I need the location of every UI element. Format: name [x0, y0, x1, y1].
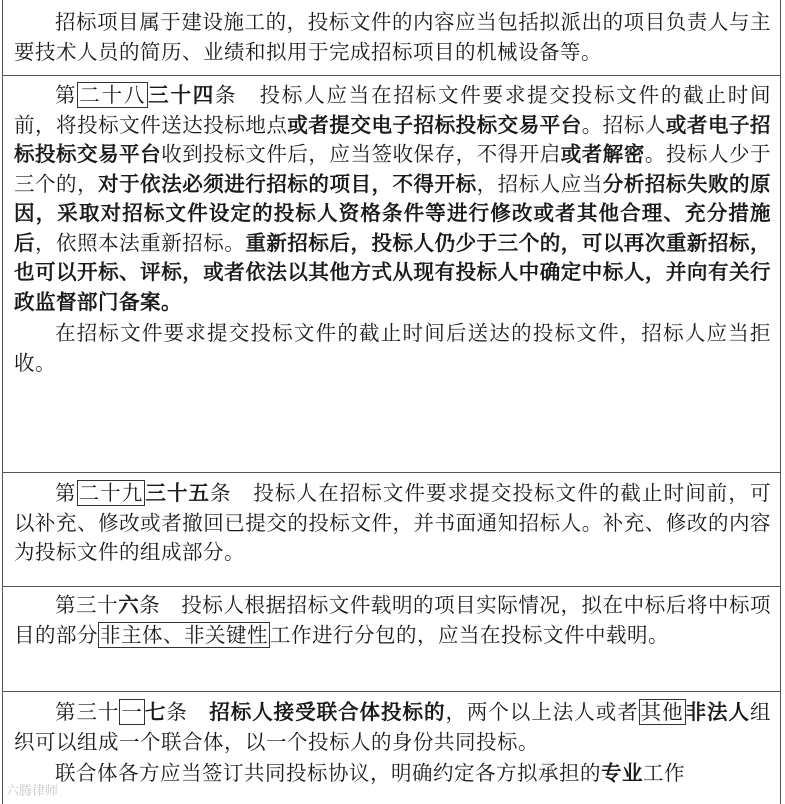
- watermark: 六腾律师: [6, 784, 59, 799]
- article-37-paragraph-1: [14, 698, 771, 757]
- text: 。投标人少于三个的，: [14, 142, 772, 196]
- added-text: 或者电子招标投标交易平台: [14, 112, 772, 166]
- article-34-paragraph-2: 在招标文件要求提交投标文件的截止时间后送达的投标文件，招标人应当拒收。: [14, 321, 771, 375]
- text: 投标人根据招标文件载明的项目实际情况，拟在中标后将中标项目的部分: [14, 593, 772, 647]
- text: 工作: [643, 761, 685, 785]
- text: 。招标人: [581, 112, 666, 137]
- row-3-article-35: [2, 473, 781, 587]
- new-article-number: 三十五: [145, 481, 211, 505]
- article-prefix: 第: [55, 481, 77, 505]
- article-34-paragraph-1: [14, 81, 771, 317]
- new-article-number: 六: [118, 593, 140, 617]
- row1-paragraph: 招标项目属于建设施工的，投标文件的内容应当包括拟派出的项目负责人与主要技术人员的简历、业绩和拟用于完成招标项目的机械设备等。: [14, 10, 771, 64]
- text: ，依照本法重新招标。: [35, 230, 246, 255]
- article-35-paragraph: [14, 479, 771, 568]
- boxed-text: 其他: [640, 700, 684, 724]
- text: 收到投标文件后，应当签收保存，不得开启: [161, 142, 561, 166]
- new-article-number: 三十四: [148, 83, 216, 107]
- article-suffix: 条: [215, 83, 238, 107]
- article-suffix: 条: [166, 700, 188, 724]
- article-suffix: 条: [139, 593, 161, 617]
- added-text: 对于依法必须进行招标的项目，不得开标: [98, 171, 477, 196]
- added-text: 非法人: [685, 700, 750, 724]
- article-36-paragraph: [14, 591, 771, 650]
- text: ，两个以上法人或者: [445, 700, 639, 724]
- article-prefix: 第三十: [55, 700, 120, 724]
- row-2-article-34: [2, 76, 781, 473]
- article-prefix: 第三十: [55, 593, 119, 617]
- old-article-number-box: 一: [121, 700, 143, 724]
- text: ，招标人应当: [476, 171, 603, 196]
- added-text: 重新招标后，投标人仍少于三个的，可以再次重新招标，也可以开标、评标，或者依法以其他方式从现有投标人中确定中标人，并向有关行政监督部门备案。: [14, 230, 772, 314]
- old-article-number-box: 二十八: [79, 83, 147, 107]
- row-4-article-36: [2, 587, 781, 692]
- added-text: 或者解密: [560, 142, 645, 166]
- new-article-number: 七: [144, 700, 167, 724]
- added-text: 专业: [601, 761, 643, 785]
- text: 工作进行分包的，应当在投标文件中载明。: [270, 622, 669, 647]
- text: 组织可以组成一个联合体，以一个投标人的身份共同投标。: [14, 700, 771, 754]
- text: 投标人应当在招标文件要求提交投标文件的截止时间前，将投标文件送达投标地点: [14, 83, 772, 137]
- added-text: 或者提交电子招标投标交易平台: [287, 112, 582, 137]
- article-prefix: 第: [55, 83, 78, 107]
- row-5-article-37: [2, 692, 781, 804]
- text: 投标人在招标文件要求提交投标文件的截止时间前，可以补充、修改或者撤回已提交的投标文件，并书面通知招标人。补充、修改的内容为投标文件的组成部分。: [14, 481, 771, 564]
- row-1: [2, 0, 781, 76]
- added-text: 招标人接受联合体投标的: [209, 700, 446, 724]
- boxed-text: 非主体、非关键性: [100, 622, 268, 647]
- old-article-number-box: 二十九: [78, 481, 144, 505]
- article-37-paragraph-2: [14, 759, 771, 789]
- article-suffix: 条: [210, 481, 232, 505]
- added-text: 分析招标失败的原因，采取对招标文件设定的投标人资格条件等进行修改或者其他合理、充分措施后: [14, 171, 772, 255]
- text: 联合体各方应当签订共同投标协议，明确约定各方拟承担的: [55, 761, 601, 785]
